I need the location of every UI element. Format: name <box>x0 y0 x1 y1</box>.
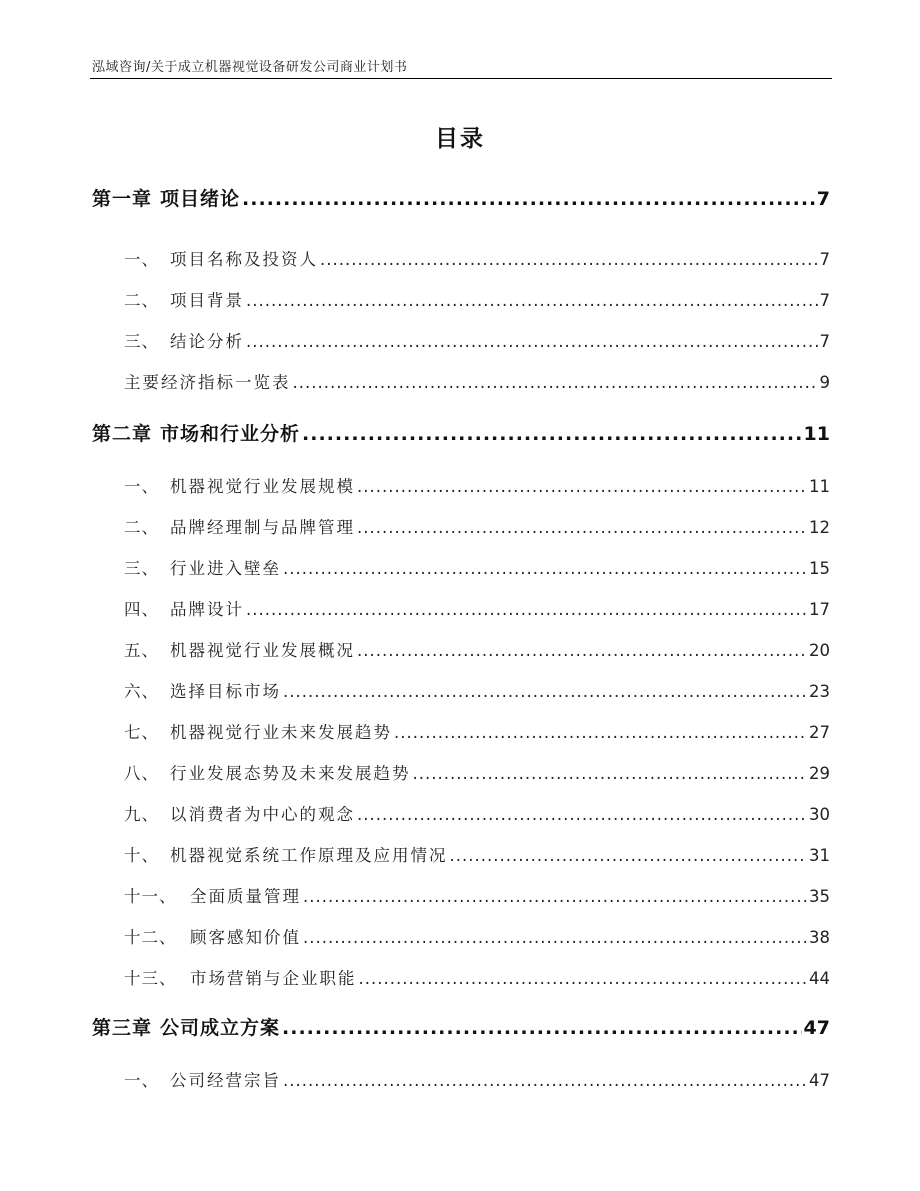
toc-leader <box>359 969 808 988</box>
toc-number: 二、 <box>124 518 159 537</box>
toc-entry[interactable] <box>124 637 830 661</box>
toc-number: 一、 <box>124 250 159 269</box>
toc-entry[interactable] <box>124 719 830 743</box>
toc-leader <box>283 682 807 701</box>
toc-leader <box>357 477 807 496</box>
toc-number: 七、 <box>124 723 159 742</box>
toc-number: 十三、 <box>124 969 177 988</box>
toc-number: 三、 <box>124 332 159 351</box>
toc-number: 九、 <box>124 805 159 824</box>
toc-entry[interactable] <box>124 596 830 620</box>
toc-leader <box>283 1071 807 1090</box>
toc-number: 十二、 <box>124 928 177 947</box>
toc-leader <box>242 188 815 210</box>
toc-leader <box>320 250 818 269</box>
toc-number: 八、 <box>124 764 159 783</box>
toc-leader <box>303 887 807 906</box>
toc-entry[interactable] <box>124 965 830 989</box>
toc-entry[interactable] <box>124 842 830 866</box>
header-rule <box>90 78 832 79</box>
toc-entry[interactable] <box>124 473 830 497</box>
toc-page: 12 <box>809 518 830 537</box>
toc-label: 品牌经理制与品牌管理 <box>170 518 355 537</box>
toc-entry[interactable] <box>124 760 830 784</box>
toc-entry[interactable] <box>124 246 830 270</box>
toc-page: 47 <box>803 1017 830 1039</box>
toc-label: 机器视觉行业发展规模 <box>170 477 355 496</box>
toc-label: 选择目标市场 <box>170 682 281 701</box>
toc-leader <box>394 723 807 742</box>
toc-page: 11 <box>803 423 830 445</box>
toc-page: 20 <box>809 641 830 660</box>
toc-number: 二、 <box>124 291 159 310</box>
toc-leader <box>413 764 808 783</box>
toc-number: 六、 <box>124 682 159 701</box>
toc-label: 行业进入壁垒 <box>170 559 281 578</box>
toc-label: 机器视觉系统工作原理及应用情况 <box>170 846 448 865</box>
toc-label: 机器视觉行业发展概况 <box>170 641 355 660</box>
toc-entry[interactable] <box>124 1067 830 1091</box>
toc-entry[interactable] <box>124 555 830 579</box>
toc-label: 机器视觉行业未来发展趋势 <box>170 723 392 742</box>
toc-leader <box>293 373 818 392</box>
toc-label: 项目名称及投资人 <box>170 250 318 269</box>
toc-leader <box>357 518 807 537</box>
toc-chapter-2[interactable] <box>92 419 830 446</box>
toc-page: 9 <box>819 373 830 392</box>
toc-label: 公司成立方案 <box>160 1017 281 1039</box>
toc-label: 市场营销与企业职能 <box>190 969 357 988</box>
toc-number: 四、 <box>124 600 159 619</box>
toc-number: 一、 <box>124 477 159 496</box>
toc-leader <box>282 1017 802 1039</box>
toc-number: 十、 <box>124 846 159 865</box>
toc-entry[interactable] <box>124 924 830 948</box>
page-header: 泓域咨询/关于成立机器视觉设备研发公司商业计划书 <box>92 60 408 75</box>
toc-label: 市场和行业分析 <box>160 423 301 445</box>
toc-page: 47 <box>809 1071 830 1090</box>
toc-entry[interactable] <box>124 801 830 825</box>
toc-entry[interactable] <box>124 369 830 393</box>
toc-label: 项目绪论 <box>160 188 241 210</box>
toc-chapter-1[interactable] <box>92 184 830 211</box>
toc-number: 五、 <box>124 641 159 660</box>
toc-label: 主要经济指标一览表 <box>124 373 291 392</box>
toc-label: 结论分析 <box>170 332 244 351</box>
toc-page: 29 <box>809 764 830 783</box>
toc-leader <box>283 559 807 578</box>
toc-page: 27 <box>809 723 830 742</box>
toc-page: 7 <box>819 332 830 351</box>
toc-label: 顾客感知价值 <box>190 928 301 947</box>
toc-leader <box>450 846 808 865</box>
toc-label: 项目背景 <box>170 291 244 310</box>
toc-chapter-3[interactable] <box>92 1013 830 1040</box>
toc-label: 公司经营宗旨 <box>170 1071 281 1090</box>
toc-page: 38 <box>809 928 830 947</box>
toc-page: 7 <box>819 291 830 310</box>
toc-label: 全面质量管理 <box>190 887 301 906</box>
toc-page: 30 <box>809 805 830 824</box>
toc-page: 7 <box>816 188 830 210</box>
toc-leader <box>246 332 818 351</box>
toc-page: 7 <box>819 250 830 269</box>
toc-number: 第一章 <box>92 188 153 210</box>
toc-leader <box>302 423 802 445</box>
toc-entry[interactable] <box>124 514 830 538</box>
toc-entry[interactable] <box>124 883 830 907</box>
toc-number: 第二章 <box>92 423 153 445</box>
toc-label: 以消费者为中心的观念 <box>170 805 355 824</box>
toc-number: 十一、 <box>124 887 177 906</box>
toc-entry[interactable] <box>124 287 830 311</box>
toc-title: 目录 <box>435 126 485 152</box>
toc-label: 品牌设计 <box>170 600 244 619</box>
toc-number: 第三章 <box>92 1017 153 1039</box>
toc-page: 31 <box>809 846 830 865</box>
toc-leader <box>357 805 807 824</box>
toc-page: 35 <box>809 887 830 906</box>
toc-page: 15 <box>809 559 830 578</box>
toc-entry[interactable] <box>124 328 830 352</box>
toc-page: 17 <box>809 600 830 619</box>
toc-number: 一、 <box>124 1071 159 1090</box>
toc-leader <box>303 928 807 947</box>
toc-leader <box>246 291 818 310</box>
toc-page: 23 <box>809 682 830 701</box>
toc-entry[interactable] <box>124 678 830 702</box>
toc-leader <box>246 600 807 619</box>
toc-label: 行业发展态势及未来发展趋势 <box>170 764 411 783</box>
toc-number: 三、 <box>124 559 159 578</box>
toc-leader <box>357 641 807 660</box>
toc-page: 44 <box>809 969 830 988</box>
toc-page: 11 <box>809 477 830 496</box>
